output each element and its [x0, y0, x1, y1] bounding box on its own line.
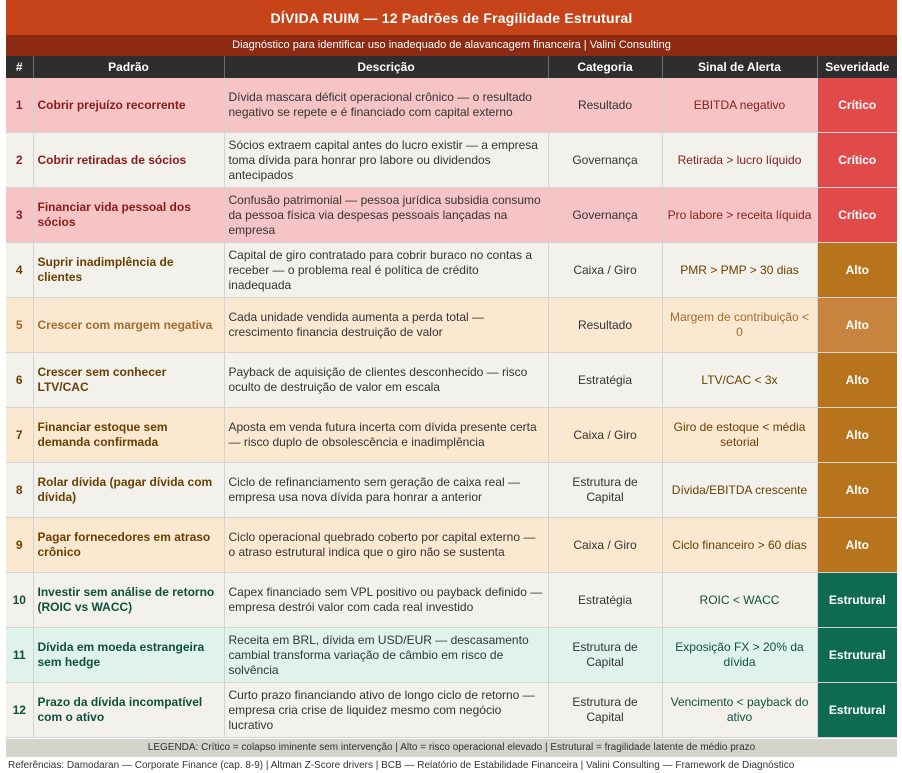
column-header-severity: Severidade [817, 56, 897, 78]
table-row [6, 518, 897, 573]
row-pattern: Suprir inadimplência de clientes [33, 243, 224, 298]
row-pattern: Investir sem análise de retorno (ROIC vs WACC) [33, 573, 224, 628]
row-description: Curto prazo financiando ativo de longo ciclo de retorno — empresa cria crise de liquidez mesmo com negócio lucrativo [224, 683, 548, 738]
table-row [6, 188, 897, 243]
row-number: 4 [6, 243, 33, 298]
row-description: Payback de aquisição de clientes desconhecido — risco oculto de destruição de valor em escala [224, 353, 548, 408]
row-alert-signal: ROIC < WACC [662, 573, 817, 628]
row-pattern: Financiar vida pessoal dos sócios [33, 188, 224, 243]
row-description: Sócios extraem capital antes do lucro existir — a empresa toma dívida para honrar pro labore ou dividendos antecipados [224, 133, 548, 188]
row-pattern: Rolar dívida (pagar dívida com dívida) [33, 463, 224, 518]
row-alert-signal: Dívida/EBITDA crescente [662, 463, 817, 518]
row-pattern: Financiar estoque sem demanda confirmada [33, 408, 224, 463]
row-number: 10 [6, 573, 33, 628]
row-number: 12 [6, 683, 33, 738]
row-pattern: Prazo da dívida incompatível com o ativo [33, 683, 224, 738]
row-category: Estrutura de Capital [548, 463, 662, 518]
row-alert-signal: Ciclo financeiro > 60 dias [662, 518, 817, 573]
table-header-row [6, 56, 897, 78]
row-severity-badge: Crítico [817, 133, 897, 188]
row-category: Caixa / Giro [548, 518, 662, 573]
row-description: Dívida mascara déficit operacional crônico — o resultado negativo se repete e é financiado com capital externo [224, 78, 548, 133]
row-description: Confusão patrimonial — pessoa jurídica subsidia consumo da pessoa física via despesas pessoais lançadas na empresa [224, 188, 548, 243]
row-severity-badge: Crítico [817, 78, 897, 133]
page-subtitle: Diagnóstico para identificar uso inadequado de alavancagem financeira | Valini Consulting [6, 35, 897, 56]
row-category: Governança [548, 188, 662, 243]
table-row [6, 298, 897, 353]
row-alert-signal: PMR > PMP > 30 dias [662, 243, 817, 298]
row-alert-signal: LTV/CAC < 3x [662, 353, 817, 408]
legend: LEGENDA: Crítico = colapso iminente sem intervenção | Alto = risco operacional elevado | Estrutural = fragilidade latente de médio prazo [6, 739, 897, 757]
row-alert-signal: Giro de estoque < média setorial [662, 408, 817, 463]
row-number: 11 [6, 628, 33, 683]
row-severity-badge: Alto [817, 353, 897, 408]
column-header-pattern: Padrão [33, 56, 224, 78]
row-pattern: Dívida em moeda estrangeira sem hedge [33, 628, 224, 683]
table-row [6, 683, 897, 738]
row-number: 7 [6, 408, 33, 463]
row-description: Ciclo de refinanciamento sem geração de caixa real — empresa usa nova dívida para honrar a anterior [224, 463, 548, 518]
row-severity-badge: Alto [817, 408, 897, 463]
row-severity-badge: Estrutural [817, 573, 897, 628]
patterns-table [6, 56, 897, 738]
row-severity-badge: Estrutural [817, 628, 897, 683]
row-pattern: Crescer com margem negativa [33, 298, 224, 353]
row-alert-signal: Retirada > lucro líquido [662, 133, 817, 188]
row-number: 6 [6, 353, 33, 408]
row-severity-badge: Crítico [817, 188, 897, 243]
row-category: Estrutura de Capital [548, 683, 662, 738]
row-category: Estratégia [548, 573, 662, 628]
row-severity-badge: Alto [817, 298, 897, 353]
row-description: Aposta em venda futura incerta com dívida presente certa — risco duplo de obsolescência e inadimplência [224, 408, 548, 463]
references: Referências: Damodaran — Corporate Finance (cap. 8-9) | Altman Z-Score drivers | BCB — Relatório de Estabilidade Financeira | Valini Consulting — Framework de Diagnóstico [8, 760, 795, 771]
page-title: DÍVIDA RUIM — 12 Padrões de Fragilidade Estrutural [6, 0, 897, 35]
row-category: Caixa / Giro [548, 243, 662, 298]
row-severity-badge: Alto [817, 463, 897, 518]
row-pattern: Cobrir retiradas de sócios [33, 133, 224, 188]
column-header-category: Categoria [548, 56, 662, 78]
row-description: Cada unidade vendida aumenta a perda total — crescimento financia destruição de valor [224, 298, 548, 353]
row-severity-badge: Estrutural [817, 683, 897, 738]
column-header-number: # [6, 56, 33, 78]
row-number: 5 [6, 298, 33, 353]
column-header-description: Descrição [224, 56, 548, 78]
row-description: Capex financiado sem VPL positivo ou payback definido — empresa destrói valor com cada real investido [224, 573, 548, 628]
table-row [6, 243, 897, 298]
table-row [6, 78, 897, 133]
table-row [6, 408, 897, 463]
row-description: Capital de giro contratado para cobrir buraco no contas a receber — o problema real é política de crédito inadequada [224, 243, 548, 298]
row-category: Resultado [548, 298, 662, 353]
row-alert-signal: Vencimento < payback do ativo [662, 683, 817, 738]
row-pattern: Pagar fornecedores em atraso crônico [33, 518, 224, 573]
row-alert-signal: Exposição FX > 20% da dívida [662, 628, 817, 683]
table-row [6, 573, 897, 628]
row-number: 3 [6, 188, 33, 243]
row-number: 9 [6, 518, 33, 573]
table-row [6, 628, 897, 683]
row-pattern: Crescer sem conhecer LTV/CAC [33, 353, 224, 408]
row-number: 8 [6, 463, 33, 518]
row-alert-signal: Pro labore > receita líquida [662, 188, 817, 243]
row-alert-signal: EBITDA negativo [662, 78, 817, 133]
row-category: Estratégia [548, 353, 662, 408]
row-pattern: Cobrir prejuízo recorrente [33, 78, 224, 133]
table-row [6, 353, 897, 408]
row-number: 1 [6, 78, 33, 133]
table-row [6, 133, 897, 188]
row-alert-signal: Margem de contribuição < 0 [662, 298, 817, 353]
row-category: Governança [548, 133, 662, 188]
table-body [6, 78, 897, 738]
row-severity-badge: Alto [817, 243, 897, 298]
table-row [6, 463, 897, 518]
row-category: Estrutura de Capital [548, 628, 662, 683]
row-description: Receita em BRL, dívida em USD/EUR — descasamento cambial transforma variação de câmbio em risco de solvência [224, 628, 548, 683]
row-category: Resultado [548, 78, 662, 133]
row-description: Ciclo operacional quebrado coberto por capital externo — o atraso estrutural indica que o giro não se sustenta [224, 518, 548, 573]
column-header-alert: Sinal de Alerta [662, 56, 817, 78]
row-severity-badge: Alto [817, 518, 897, 573]
row-number: 2 [6, 133, 33, 188]
row-category: Caixa / Giro [548, 408, 662, 463]
